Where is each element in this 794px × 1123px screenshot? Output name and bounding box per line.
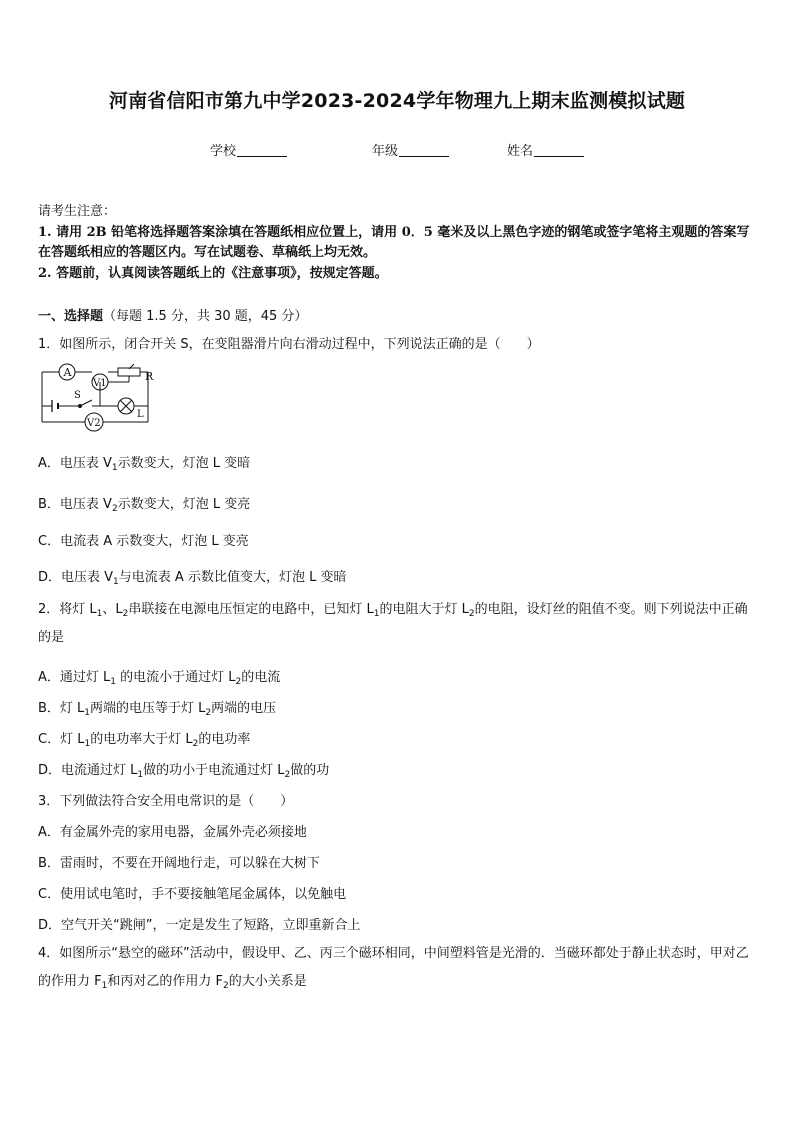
section-title: 一、选择题: [38, 309, 104, 324]
q1-circuit-diagram: [38, 362, 163, 434]
grade-label: 年级: [372, 144, 399, 159]
notice-heading: 请考生注意：: [38, 204, 117, 219]
q2-stem: 2．将灯 $L_1$、$L_2$串联接在电源电压恒定的电路中，已知灯 $L_1$的电阻大于灯 $L_2$的电阻，设灯丝的阻值不变。则下列说法中正确的是: [38, 602, 748, 645]
school-blank[interactable]: [237, 142, 287, 157]
q1-stem: 1．如图所示，闭合开关 S，在变阻器滑片向右滑动过程中，下列说法正确的是（ ）: [38, 337, 540, 352]
page-title: 河南省信阳市第九中学2023-2024学年物理九上期末监测模拟试题: [108, 90, 686, 112]
lamp-label: L: [137, 409, 144, 420]
grade-field[interactable]: [372, 140, 449, 159]
q3-option-c[interactable]: C．使用试电笔时，手不要接触笔尾金属体，以免触电: [38, 887, 347, 902]
student-info-row: [0, 140, 794, 160]
notice-item-2: 2. 答题前，认真阅读答题纸上的《注意事项》，按规定答题。: [38, 265, 388, 281]
q3-stem: 3．下列做法符合安全用电常识的是（ ）: [38, 794, 294, 809]
name-label: 姓名: [507, 144, 534, 159]
name-blank[interactable]: [534, 142, 584, 157]
q3-option-a[interactable]: A．有金属外壳的家用电器，金属外壳必须接地: [38, 825, 307, 840]
name-field[interactable]: [507, 140, 584, 159]
voltmeter-v2-label: V2: [87, 418, 101, 429]
section-detail: （每题 1.5 分，共 30 题，45 分）: [103, 309, 308, 324]
q1-option-a[interactable]: A．电压表 $V_1$示数变大，灯泡 L 变暗: [38, 456, 251, 473]
q1-option-b[interactable]: B．电压表 $V_2$示数变大，灯泡 L 变亮: [38, 497, 251, 514]
switch-label: S: [74, 390, 81, 401]
school-label: 学校: [210, 144, 237, 159]
q2-option-a[interactable]: A．通过灯 $L_1$ 的电流小于通过灯 $L_2$的电流: [38, 670, 281, 687]
ammeter-label: A: [63, 366, 72, 379]
q3-option-d[interactable]: D．空气开关“跳闸”，一定是发生了短路，立即重新合上: [38, 918, 361, 933]
school-field[interactable]: [210, 140, 287, 159]
q2-option-b[interactable]: B．灯 $L_1$两端的电压等于灯 $L_2$两端的电压: [38, 701, 277, 718]
q4-stem: 4．如图所示“悬空的磁环”活动中，假设甲、乙、丙三个磁环相同，中间塑料管是光滑的．当磁环都处于静止状态时，甲对乙的作用力 $F_1$和丙对乙的作用力 $F_2$的大小关系是: [38, 946, 749, 991]
rheostat-label: R: [145, 370, 154, 383]
q3-option-b[interactable]: B．雷雨时，不要在开阔地行走，可以躲在大树下: [38, 856, 320, 871]
notice-block: [38, 202, 760, 284]
notice-item-1: 1. 请用 2B 铅笔将选择题答案涂填在答题纸相应位置上，请用 0．5 毫米及以上黑色字迹的钢笔或签字笔将主观题的答案写在答题纸相应的答题区内。写在试题卷、草稿纸上均无效。: [38, 224, 750, 260]
grade-blank[interactable]: [399, 142, 449, 157]
q1-option-c[interactable]: C．电流表 A 示数变大，灯泡 L 变亮: [38, 534, 249, 549]
voltmeter-v1-label: V1: [93, 378, 107, 389]
q2-option-d[interactable]: D．电流通过灯 $L_1$做的功小于电流通过灯 $L_2$做的功: [38, 763, 330, 780]
section-heading: [38, 305, 307, 324]
q1-option-d[interactable]: D．电压表 $V_1$与电流表 A 示数比值变大，灯泡 L 变暗: [38, 570, 347, 587]
q2-option-c[interactable]: C．灯 $L_1$的电功率大于灯 $L_2$的电功率: [38, 732, 251, 749]
